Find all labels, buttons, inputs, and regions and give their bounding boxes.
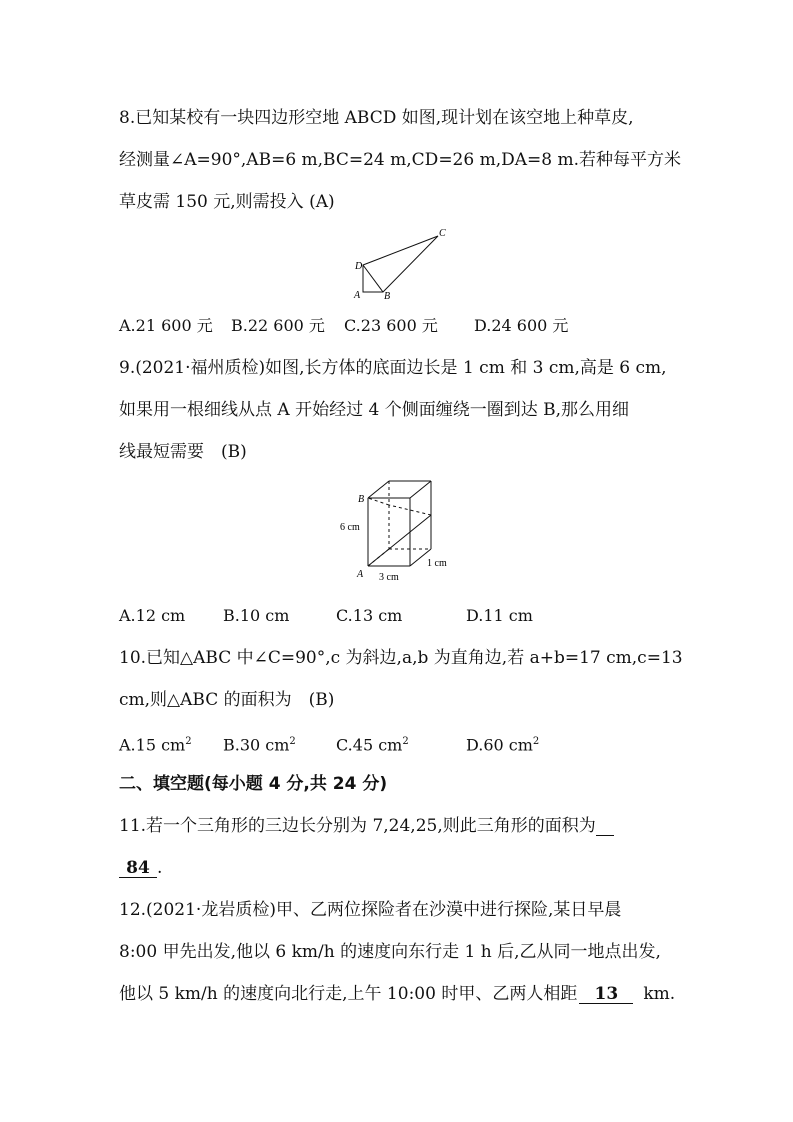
q9-line-3: 线最短需要 (B) [119, 442, 247, 462]
label-width: 3 cm [379, 572, 399, 583]
thread-segment-hidden [368, 498, 389, 505]
q11-text: 11.若一个三角形的三边长分别为 7,24,25,则此三角形的面积为 [119, 816, 596, 836]
thread-segment [410, 515, 431, 532]
q10-line-1: 10.已知△ABC 中∠C=90°,c 为斜边,a,b 为直角边,若 a+b=17 cm,c=13 [119, 648, 683, 668]
label-height: 6 cm [340, 522, 360, 533]
q9-option-c: C.13 cm [336, 606, 403, 625]
q8-option-c: C.23 600 元 [344, 316, 438, 335]
label-a: A [354, 290, 361, 301]
q12-answer: 13 [579, 985, 633, 1004]
label-b: B [358, 494, 365, 505]
q11-line-1 [119, 816, 614, 836]
q11-line-2 [119, 858, 162, 878]
label-c: C [439, 228, 446, 239]
label-b: B [384, 291, 391, 302]
q8-line-2: 经测量∠A=90°,AB=6 m,BC=24 m,CD=26 m,DA=8 m.若种每平方米 [119, 150, 682, 170]
q10-option-b: B.30 $cm^2$ [223, 735, 296, 755]
quadrilateral-outline [363, 236, 438, 292]
q9-line-2: 如果用一根细线从点 A 开始经过 4 个侧面缠绕一圈到达 B,那么用细 [119, 400, 630, 420]
q8-option-a: A.21 600 元 [119, 316, 213, 335]
q8-line-3: 草皮需 150 元,则需投入 (A) [119, 192, 335, 212]
q12-line-3 [119, 984, 675, 1004]
label-d: D [355, 261, 363, 272]
q10-line-2: cm,则△ABC 的面积为 (B) [119, 690, 335, 710]
q8-option-b: B.22 600 元 [231, 316, 325, 335]
q10-option-d: D.60 $cm^2$ [466, 735, 540, 755]
label-a: A [357, 569, 364, 580]
edge [410, 481, 431, 498]
q8-option-d: D.24 600 元 [474, 316, 569, 335]
q11-answer: 84 [119, 859, 157, 878]
q11-blank-start [596, 817, 614, 836]
label-depth: 1 cm [427, 558, 447, 569]
section-title: 二、填空题(每小题 4 分,共 24 分) [119, 774, 388, 794]
q12-unit: km. [643, 984, 676, 1004]
q9-option-d: D.11 cm [466, 606, 533, 625]
q8-line-1: 8.已知某校有一块四边形空地 ABCD 如图,现计划在该空地上种草皮, [119, 108, 634, 128]
q11-period: . [157, 858, 163, 878]
q10-option-c: C.45 $cm^2$ [336, 735, 409, 755]
q10-option-a: A.15 $cm^2$ [119, 735, 192, 755]
q12-line-2: 8:00 甲先出发,他以 6 km/h 的速度向东行走 1 h 后,乙从同一地点出发, [119, 942, 661, 962]
edge [368, 481, 389, 498]
q9-line-1: 9.(2021·福州质检)如图,长方体的底面边长是 1 cm 和 3 cm,高是 6 cm, [119, 358, 667, 378]
diagonal-db [363, 265, 383, 292]
quadrilateral-figure [345, 225, 455, 305]
q12-line-1: 12.(2021·龙岩质检)甲、乙两位探险者在沙漠中进行探险,某日早晨 [119, 900, 622, 920]
cuboid-figure [335, 474, 460, 586]
q9-option-a: A.12 cm [119, 606, 186, 625]
q9-option-b: B.10 cm [223, 606, 290, 625]
q12-text: 他以 5 km/h 的速度向北行走,上午 10:00 时甲、乙两人相距 [119, 984, 578, 1004]
